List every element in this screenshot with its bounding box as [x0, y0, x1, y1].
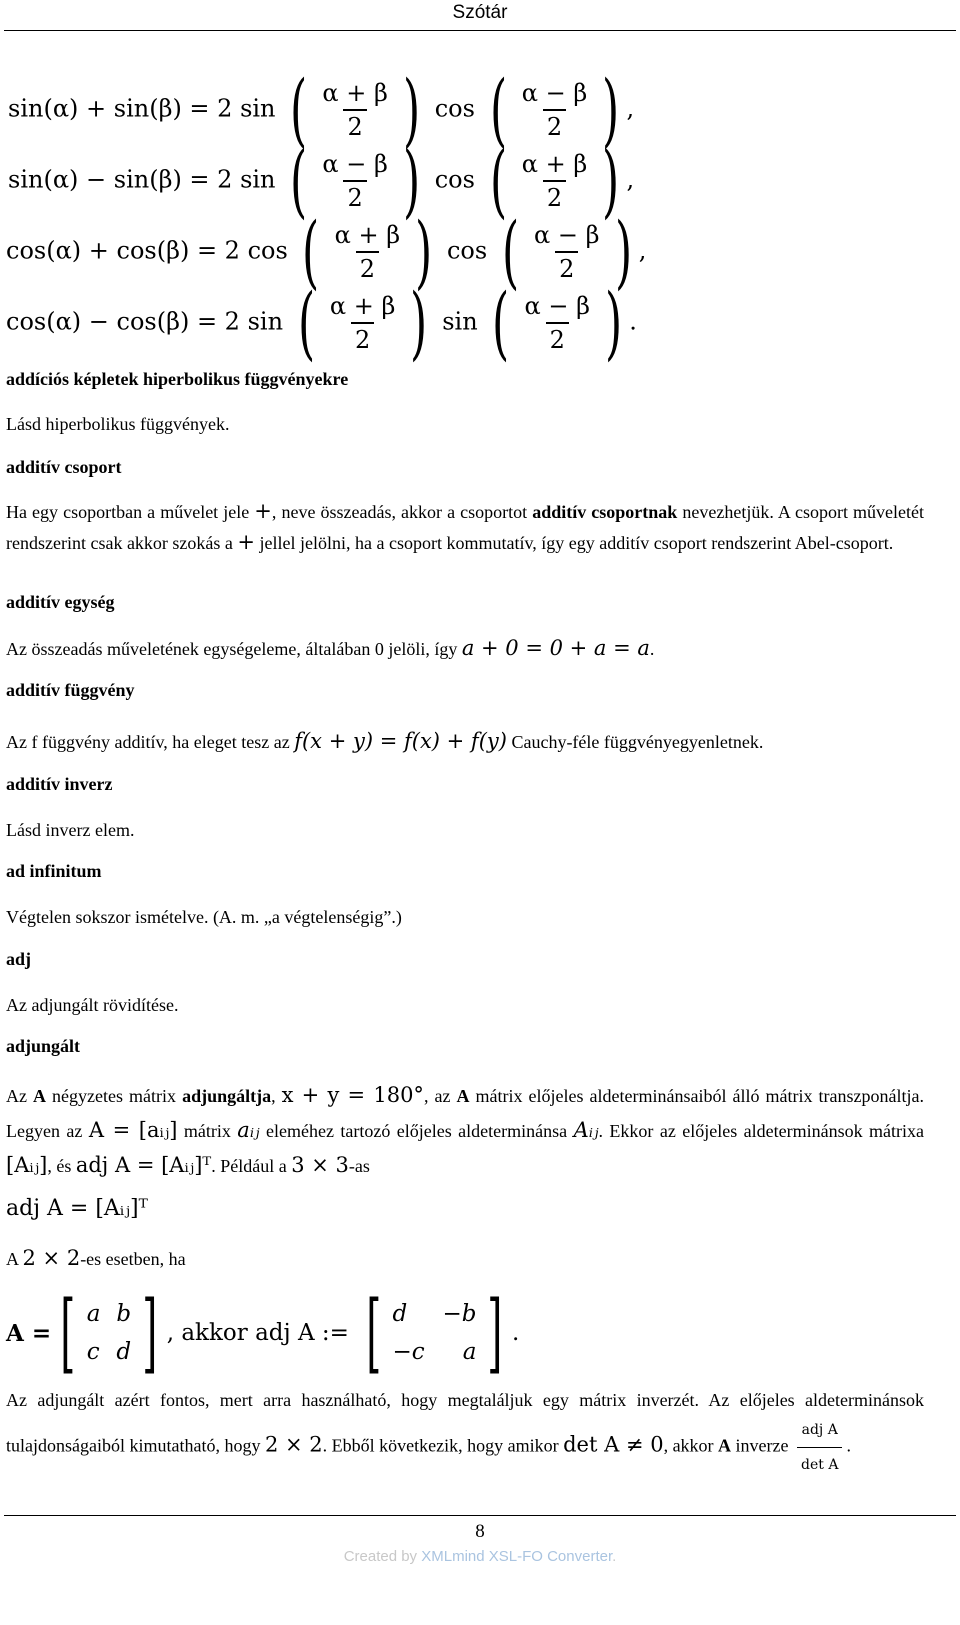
definition-additiv-csoport: Ha egy csoportban a művelet jele +, neve összeadás, akkor a csoportot additív csoportnak nevezhetjük. A csoport műveletét rendszerint csak akkor szokás a + jellel jelölni, ha a csoport kommutatív, így egy additív csoport rendszerint Abel-csoport. — [6, 499, 924, 554]
formula-sum-sin: sin(α) + sin(β) = 2 sin ( $\frac{\alpha + \beta}{2}$ ) cos ( $\frac{\alpha - \beta}{2}$ ) , — [8, 63, 635, 156]
adjungalt-2x2-example: A = [ a b c d ] , akkor adj A := [ d −b −c a ] . — [6, 1283, 520, 1383]
term-additios-kepletek: addíciós képletek hiperbolikus függvényekre — [6, 369, 349, 389]
definition-adjungalt: Az A négyzetes mátrix adjungáltja, x + y = 180°, az A mátrix előjeles aldeterminánsaiból álló mátrix transzponáltja. Legyen az A = [aᵢⱼ] mátrix aᵢⱼ eleméhez tartozó előjeles aldeterminánsa Aᵢⱼ. Ekkor az előjeles aldeterminánsok mátrixa [Aᵢⱼ], és adj A = [Aᵢⱼ]ᵀ. Például a 3 × 3-as — [6, 1083, 925, 1177]
term-additiv-inverz: additív inverz — [6, 774, 113, 794]
term-additiv-csoport: additív csoport — [6, 457, 122, 477]
term-additiv-fuggveny: additív függvény — [6, 680, 135, 700]
adjungalt-inverse-paragraph: Az adjungált azért fontos, mert arra használható, hogy megtaláljuk egy mátrix inverzét. Az előjeles aldeterminánsok tulajdonságaiból kimutatható, hogy 2 × 2. Ebből következik, hogy amikor det A ≠ 0, akkor A inverze $\frac{\text{adj A}}{\text{det A}}$ . — [6, 1385, 924, 1480]
running-header: Szótár — [452, 2, 508, 23]
definition-adj: Az adjungált rövidítése. — [6, 995, 179, 1015]
definition-additiv-fuggveny: Az f függvény additív, ha eleget tesz az f(x + y) = f(x) + f(y) Cauchy-féle függvényegyenletnek. — [6, 729, 764, 753]
page-number: 8 — [475, 1521, 485, 1542]
footer-rule — [4, 1515, 956, 1516]
converter-link[interactable]: XMLmind XSL-FO Converter — [421, 1548, 613, 1565]
converter-credit: Created by XMLmind XSL-FO Converter. — [343, 1548, 617, 1565]
definition-additios-kepletek: Lásd hiperbolikus függvények. — [6, 414, 230, 434]
term-ad-infinitum: ad infinitum — [6, 861, 102, 881]
term-additiv-egyseg: additív egység — [6, 592, 115, 612]
definition-additiv-egyseg: Az összeadás műveletének egységeleme, általában 0 jelöli, így a + 0 = 0 + a = a. — [6, 636, 655, 660]
adjungalt-definition-formula: adj A = [Aᵢⱼ]ᵀ — [6, 1196, 148, 1221]
formula-diff-sin: sin(α) − sin(β) = 2 sin ( $\frac{\alpha - \beta}{2}$ ) cos ( $\frac{\alpha + \beta}{2}$ ) , — [8, 134, 635, 227]
adjungalt-2x2-intro: A 2 × 2-es esetben, ha — [6, 1246, 186, 1270]
term-adjungalt: adjungált — [6, 1036, 81, 1056]
definition-ad-infinitum: Végtelen sokszor ismételve. (A. m. „a végtelenségig”.) — [6, 907, 402, 927]
formula-sum-cos: cos(α) + cos(β) = 2 cos ( $\frac{\alpha + \beta}{2}$ ) cos ( $\frac{\alpha - \beta}{2}$ ) , — [6, 205, 647, 298]
header-rule — [4, 30, 956, 31]
term-adj: adj — [6, 949, 32, 969]
formula-diff-cos: cos(α) − cos(β) = 2 sin ( $\frac{\alpha + \beta}{2}$ ) sin ( $\frac{\alpha - \beta}{2}$ ) . — [6, 276, 637, 369]
definition-additiv-inverz: Lásd inverz elem. — [6, 820, 135, 840]
